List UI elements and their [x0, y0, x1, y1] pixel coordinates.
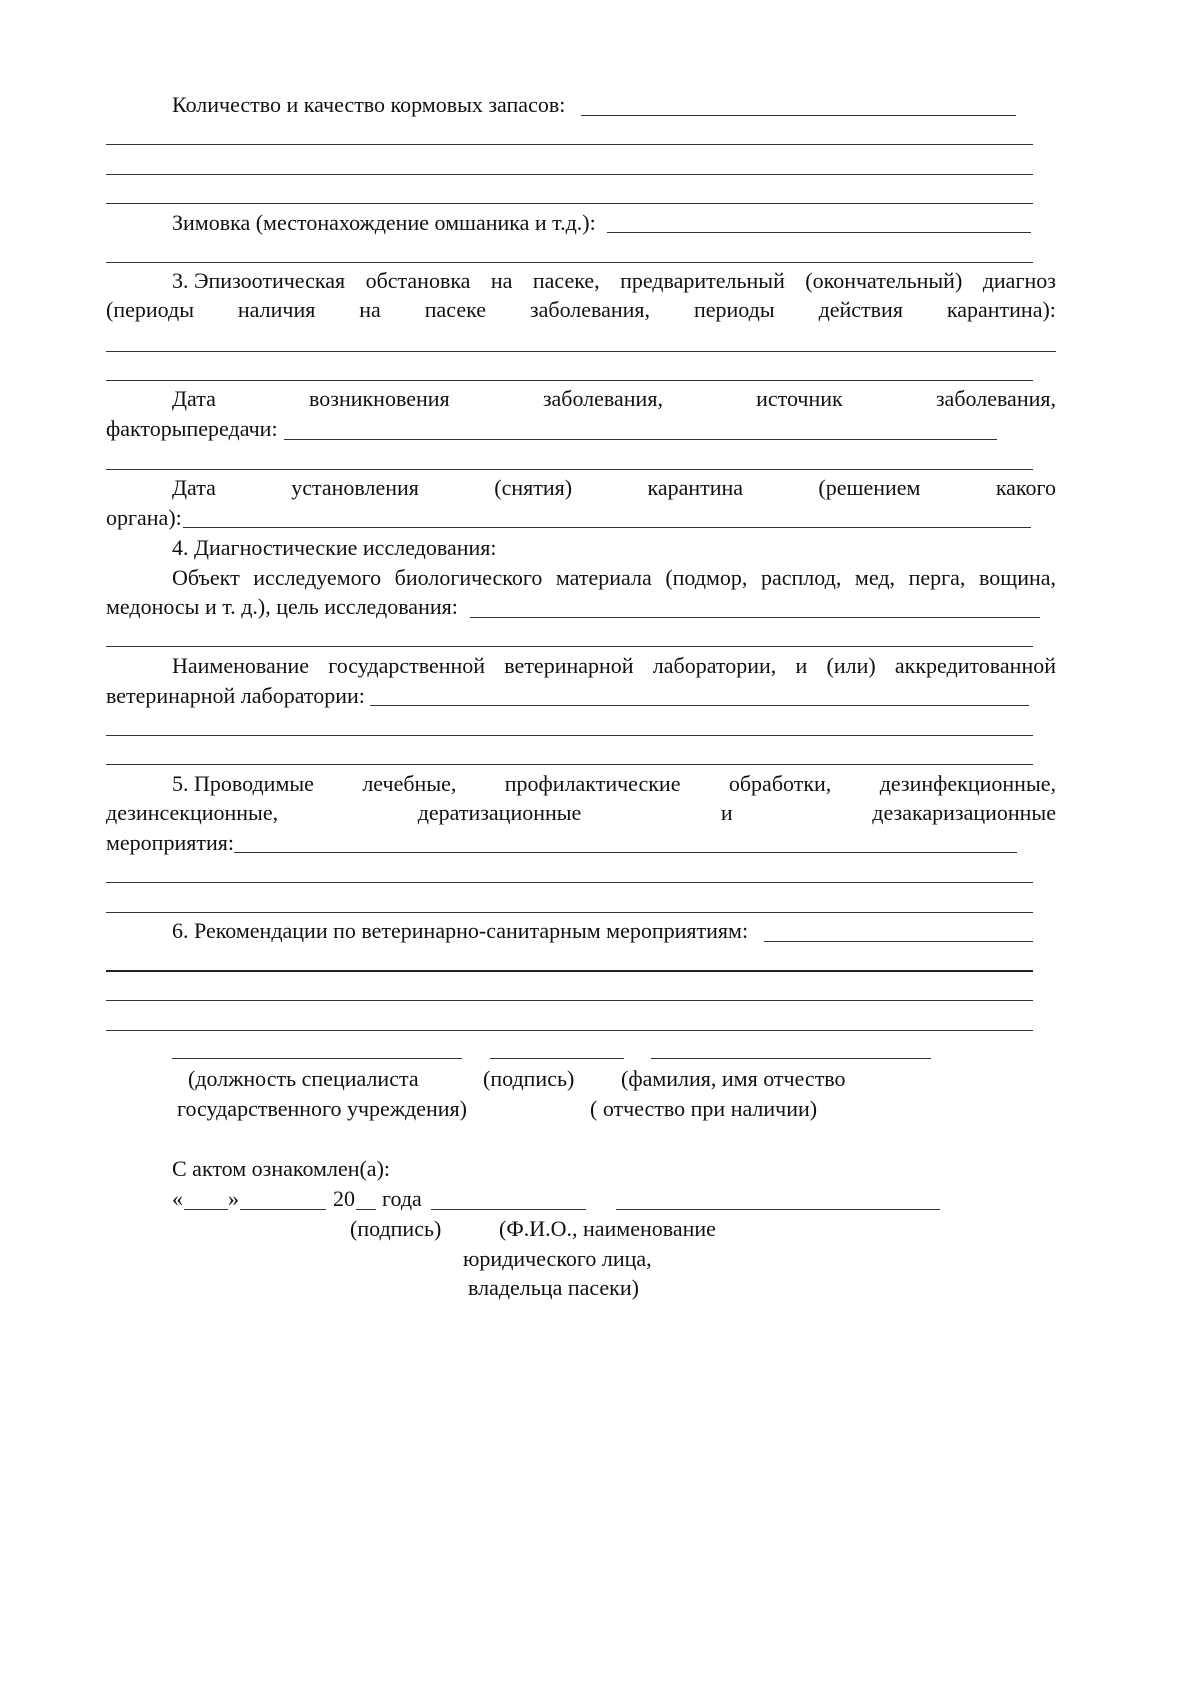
word: действия [818, 297, 903, 322]
research-purpose-blank[interactable] [470, 617, 1040, 618]
word: обстановка [365, 268, 471, 293]
diagnostics-object-line-2: медоносы и т. д.), цель исследования: [106, 594, 458, 619]
feed-label: Количество и качество кормовых запасов: [172, 92, 566, 117]
year-suffix: года [382, 1186, 422, 1211]
word: дезинфекционные, [879, 771, 1056, 796]
signature-blank[interactable] [490, 1058, 624, 1059]
acknowledgement-name-blank[interactable] [616, 1209, 940, 1210]
recommendations-blank-line[interactable] [106, 970, 1033, 972]
word: лечебные, [362, 771, 457, 796]
acknowledgement-signature-caption: (подпись) [350, 1216, 442, 1241]
disease-blank-line[interactable] [106, 469, 1033, 470]
word: установления [291, 475, 419, 500]
word: диагноз [982, 268, 1056, 293]
word: (снятия) [494, 475, 573, 500]
word: дератизационные [417, 800, 582, 825]
disease-date-line-1 [172, 386, 1056, 412]
day-blank[interactable] [184, 1209, 228, 1210]
acknowledgement-name-caption-1: (Ф.И.О., наименование [499, 1216, 716, 1241]
signature-caption: (подпись) [483, 1066, 575, 1091]
feed-blank[interactable] [581, 115, 1016, 116]
word: заболевания, [542, 386, 663, 411]
epizootic-line-1 [172, 268, 1056, 294]
quarantine-line-1 [172, 475, 1056, 501]
epizootic-blank-line[interactable] [106, 351, 1056, 352]
transmission-factors-blank[interactable] [284, 439, 997, 440]
full-name-blank[interactable] [651, 1058, 931, 1059]
recommendations-blank[interactable] [764, 941, 1033, 942]
month-blank[interactable] [240, 1209, 326, 1210]
word: на [359, 297, 381, 322]
word: наличия [237, 297, 316, 322]
word: профилактические [504, 771, 681, 796]
treatments-blank-line[interactable] [106, 882, 1033, 883]
word: Дата [172, 386, 216, 411]
word: предварительный [620, 268, 785, 293]
quarantine-authority-blank[interactable] [183, 527, 1031, 528]
transmission-factors-label: факторыпередачи: [106, 416, 278, 441]
year-blank[interactable] [356, 1209, 376, 1210]
full-name-caption-1: (фамилия, имя отчество [621, 1066, 846, 1091]
acknowledgement-title: С актом ознакомлен(а): [172, 1156, 391, 1181]
word: заболевания, [935, 386, 1056, 411]
word: источник [756, 386, 843, 411]
position-caption-1: (должность специалиста [188, 1066, 419, 1091]
epizootic-blank-line[interactable] [106, 380, 1033, 381]
lab-line-1: Наименование государственной ветеринарной лаборатории, и (или) аккредитованной [172, 653, 1056, 678]
open-quote: « [172, 1186, 183, 1211]
acknowledgement-name-caption-2: юридического лица, [463, 1246, 652, 1271]
wintering-blank[interactable] [607, 232, 1031, 233]
lab-blank-line[interactable] [106, 764, 1033, 765]
full-name-caption-2: ( отчество при наличии) [590, 1096, 818, 1121]
word: (периоды [106, 297, 194, 322]
word: какого [995, 475, 1056, 500]
word: на [490, 268, 513, 293]
word: карантина [647, 475, 744, 500]
feed-blank-line[interactable] [106, 144, 1033, 145]
recommendations-blank-line[interactable] [106, 1030, 1033, 1031]
research-blank-line[interactable] [106, 646, 1033, 647]
word: пасеке, [532, 268, 600, 293]
acknowledgement-name-caption-3: владельца пасеки) [468, 1275, 639, 1300]
close-quote: » [228, 1186, 239, 1211]
treatments-line-3: мероприятия: [106, 830, 234, 855]
recommendations-label: 6. Рекомендации по ветеринарно-санитарным мероприятиям: [172, 918, 749, 943]
feed-blank-line[interactable] [106, 174, 1033, 175]
word: пасеке [424, 297, 486, 322]
treatments-blank-line[interactable] [106, 912, 1033, 913]
word: (окончательный) [805, 268, 963, 293]
lab-blank-line[interactable] [106, 735, 1033, 736]
position-caption-2: государственного учреждения) [177, 1096, 467, 1121]
year-prefix: 20 [333, 1186, 355, 1211]
recommendations-blank-line[interactable] [106, 1000, 1033, 1001]
wintering-blank-line[interactable] [106, 262, 1033, 263]
quarantine-authority-label: органа): [106, 505, 182, 530]
word: (решением [818, 475, 921, 500]
word: возникновения [309, 386, 450, 411]
diagnostics-heading: 4. Диагностические исследования: [172, 535, 497, 560]
lab-blank[interactable] [370, 705, 1029, 706]
word: Дата [172, 475, 216, 500]
word: 3. Эпизоотическая [172, 268, 346, 293]
word: 5. Проводимые [172, 771, 314, 796]
lab-line-2: ветеринарной лаборатории: [106, 683, 365, 708]
word: карантина): [946, 297, 1056, 322]
epizootic-line-2 [106, 297, 1056, 323]
word: дезакаризационные [872, 800, 1056, 825]
treatments-line-2 [106, 800, 1056, 826]
wintering-label: Зимовка (местонахождение омшаника и т.д.): [172, 210, 596, 235]
word: и [720, 800, 733, 825]
treatments-line-1 [172, 771, 1056, 797]
feed-blank-line[interactable] [106, 203, 1033, 204]
word: обработки, [728, 771, 832, 796]
treatments-blank[interactable] [234, 852, 1017, 853]
position-blank[interactable] [172, 1058, 462, 1059]
word: периоды [693, 297, 775, 322]
word: заболевания, [529, 297, 651, 322]
acknowledgement-signature-blank[interactable] [431, 1209, 586, 1210]
diagnostics-object-line-1: Объект исследуемого биологического материала (подмор, расплод, мед, перга, вощина, [172, 565, 1056, 590]
word: дезинсекционные, [106, 800, 279, 825]
